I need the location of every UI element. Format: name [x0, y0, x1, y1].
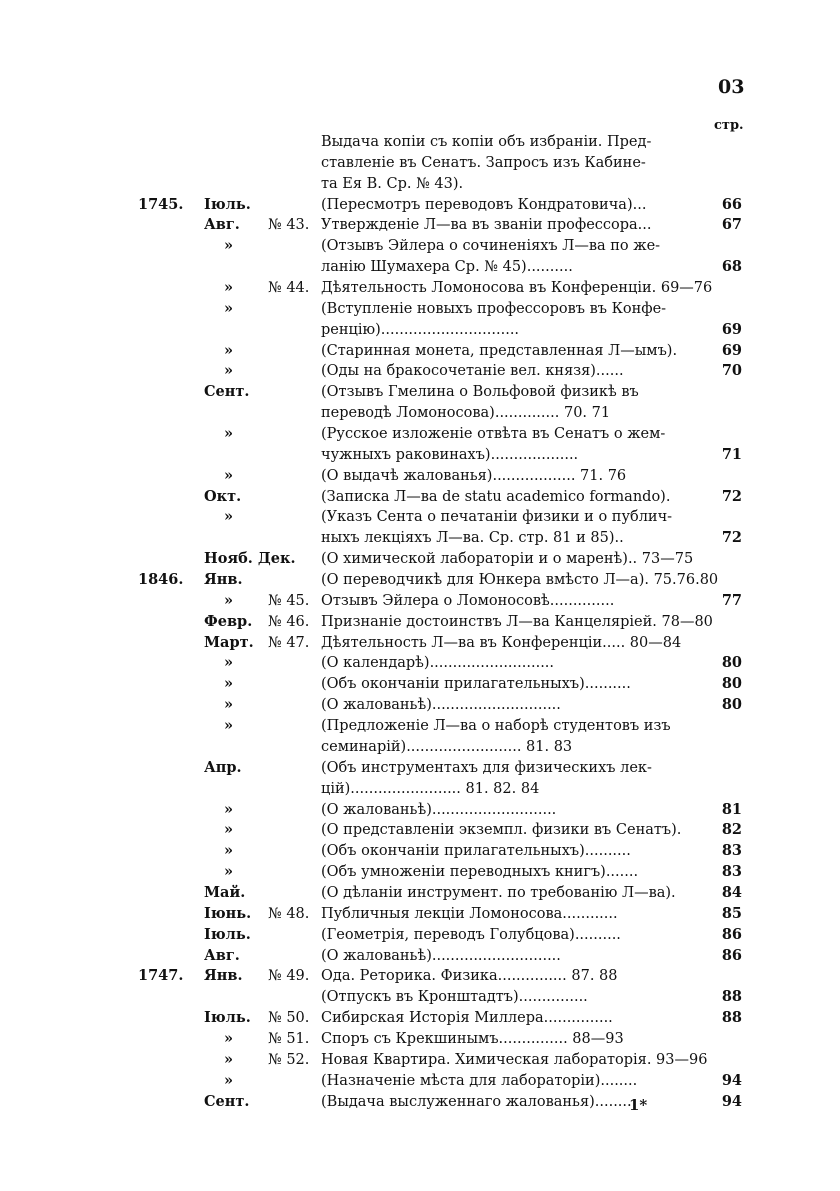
toc-month: »: [224, 237, 234, 255]
toc-row: [0, 278, 840, 299]
toc-row: [0, 341, 840, 362]
toc-row: [0, 424, 840, 445]
toc-row: [0, 904, 840, 925]
toc-entry-text: (Вступленіе новыхъ профессоровъ въ Конфе-: [321, 300, 667, 317]
toc-row: [0, 883, 840, 904]
toc-entry-text: ныхъ лекціяхъ Л—ва. Ср. стр. 81 и 85)..: [321, 530, 624, 547]
toc-entry-text: цій)........................ 81. 82. 84: [321, 780, 540, 797]
toc-month: Янв.: [204, 571, 243, 589]
toc-month: »: [224, 508, 234, 526]
toc-entry-text: (Геометрія, переводъ Голубцова)..........: [321, 926, 621, 943]
toc-page-ref: 82: [721, 821, 742, 839]
toc-row: [0, 215, 840, 236]
toc-month: Сент.: [204, 383, 250, 401]
toc-row: [0, 299, 840, 320]
toc-month: »: [224, 842, 234, 860]
signature-mark: 1*: [629, 1096, 648, 1114]
toc-page-ref: 69: [721, 341, 742, 359]
toc-month: »: [224, 821, 234, 839]
toc-document-number: № 45.: [268, 592, 310, 609]
toc-month: »: [224, 675, 234, 693]
toc-entry-text: (Записка Л—ва de statu academico formando).: [321, 488, 671, 505]
toc-entry-text: (Объ окончаніи прилагательныхъ)..........: [321, 676, 631, 693]
toc-entry-text: (О календарѣ)...........................: [321, 655, 555, 672]
toc-entry-text: семинарій)......................... 81. 83: [321, 738, 573, 755]
toc-entry-text: (О жалованьѣ)............................: [321, 947, 561, 964]
toc-entry-text: (Выдача выслуженнаго жалованья)........: [321, 1093, 632, 1110]
toc-page-ref: 80: [721, 654, 742, 672]
toc-month: Янв.: [204, 967, 243, 985]
toc-page-ref: 69: [721, 320, 742, 338]
toc-row: [0, 779, 840, 800]
toc-document-number: № 44.: [268, 280, 310, 297]
toc-entry-text: (О переводчикѣ для Юнкера вмѣсто Л—а). 75.76.80: [321, 572, 719, 589]
toc-page-ref: 77: [721, 591, 742, 609]
toc-month: »: [224, 717, 234, 735]
toc-month: Іюль.: [204, 1009, 251, 1027]
toc-entry-text: (Отзывъ Гмелина о Вольфовой физикѣ въ: [321, 384, 639, 401]
toc-page-ref: 94: [721, 1071, 742, 1089]
toc-entry-text: переводѣ Ломоносова).............. 70. 71: [321, 405, 611, 422]
toc-document-number: № 49.: [268, 968, 310, 985]
toc-entry-text: Публичныя лекціи Ломоносова............: [321, 905, 618, 922]
toc-row: [0, 946, 840, 967]
toc-document-number: № 50.: [268, 1010, 310, 1027]
toc-row: [0, 966, 840, 987]
toc-page-ref: 86: [721, 946, 742, 964]
toc-entry-text: ренцію)..............................: [321, 321, 520, 338]
toc-entry-text: чужныхъ раковинахъ)...................: [321, 446, 579, 463]
toc-month: Іюль.: [204, 925, 251, 943]
toc-month: »: [224, 1029, 234, 1047]
toc-entry-text: (Объ умноженіи переводныхъ книгъ).......: [321, 864, 639, 881]
toc-month: »: [224, 800, 234, 818]
toc-row: [0, 800, 840, 821]
toc-row: [0, 257, 840, 278]
toc-page-ref: 66: [721, 195, 742, 213]
toc-entry-text: (Объ окончаніи прилагательныхъ)..........: [321, 843, 631, 860]
toc-page-ref: 88: [721, 988, 742, 1006]
toc-page-ref: 67: [721, 216, 742, 234]
toc-year: 1846.: [138, 571, 184, 589]
toc-month: Окт.: [204, 487, 242, 505]
toc-entry-text: та Ея В. Ср. № 43).: [321, 175, 464, 192]
toc-entry-text: Сибирская Исторія Миллера...............: [321, 1010, 613, 1027]
toc-entry-text: ставленіе въ Сенатъ. Запросъ изъ Кабине-: [321, 154, 646, 171]
toc-entry-text: Признаніе достоинствъ Л—ва Канцеляріей. 78—80: [321, 613, 713, 630]
toc-month: »: [224, 341, 234, 359]
toc-entry-text: (Назначеніе мѣста для лабораторіи)........: [321, 1072, 638, 1089]
toc-row: [0, 236, 840, 257]
toc-row: [0, 320, 840, 341]
toc-entry-text: (Пересмотръ переводовъ Кондратовича)...: [321, 196, 647, 213]
toc-row: [0, 1008, 840, 1029]
toc-entry-text: (Указъ Сента о печатаніи физики и о публич-: [321, 509, 673, 526]
toc-month: Іюль.: [204, 195, 251, 213]
toc-row: [0, 549, 840, 570]
toc-entry-text: Споръ съ Крекшинымъ............... 88—93: [321, 1030, 624, 1047]
toc-document-number: № 48.: [268, 905, 310, 922]
toc-year: 1745.: [138, 195, 184, 213]
toc-row: [0, 174, 840, 195]
toc-document-number: № 51.: [268, 1030, 310, 1047]
toc-entry-text: (Оды на бракосочетаніе вел. князя)......: [321, 363, 624, 380]
toc-month: »: [224, 1050, 234, 1068]
toc-page-ref: 86: [721, 925, 742, 943]
toc-page-ref: 83: [721, 863, 742, 881]
toc-row: [0, 132, 840, 153]
toc-row: [0, 361, 840, 382]
toc-entry-text: Новая Квартира. Химическая лабораторія. 93—96: [321, 1051, 708, 1068]
toc-row: [0, 1029, 840, 1050]
toc-page-ref: 85: [721, 904, 742, 922]
toc-month: Апр.: [204, 758, 242, 776]
toc-entry-text: (Старинная монета, представленная Л—ымъ).: [321, 342, 678, 359]
toc-month: »: [224, 279, 234, 297]
table-of-contents: [0, 132, 840, 1112]
toc-row: [0, 737, 840, 758]
toc-month: Іюнь.: [204, 904, 252, 922]
toc-month: Сент.: [204, 1092, 250, 1110]
toc-entry-text: Отзывъ Эйлера о Ломоносовѣ..............: [321, 592, 615, 609]
toc-page-ref: 68: [721, 258, 742, 276]
toc-entry-text: (Объ инструментахъ для физическихъ лек-: [321, 759, 652, 776]
toc-month: Нояб. Дек.: [204, 550, 296, 568]
toc-row: [0, 1071, 840, 1092]
toc-page-ref: 84: [721, 883, 742, 901]
toc-entry-text: Утвержденіе Л—ва въ званіи профессора...: [321, 217, 652, 234]
toc-month: Авг.: [204, 946, 240, 964]
toc-page-ref: 72: [721, 529, 742, 547]
toc-page-ref: 80: [721, 675, 742, 693]
toc-row: [0, 653, 840, 674]
toc-month: Март.: [204, 633, 254, 651]
toc-row: [0, 382, 840, 403]
toc-entry-text: (О жалованьѣ)...........................: [321, 801, 557, 818]
toc-row: [0, 570, 840, 591]
toc-row: [0, 862, 840, 883]
toc-entry-text: Дѣятельность Л—ва въ Конференціи..... 80—84: [321, 634, 682, 651]
toc-row: [0, 153, 840, 174]
toc-row: [0, 1050, 840, 1071]
toc-row: [0, 695, 840, 716]
toc-entry-text: (Предложеніе Л—ва о наборѣ студентовъ изъ: [321, 718, 671, 735]
toc-row: [0, 674, 840, 695]
toc-month: »: [224, 299, 234, 317]
toc-entry-text: (О дѣланіи инструмент. по требованію Л—ва).: [321, 884, 676, 901]
toc-row: [0, 758, 840, 779]
toc-row: [0, 487, 840, 508]
toc-row: [0, 841, 840, 862]
toc-row: [0, 507, 840, 528]
toc-page-ref: 70: [721, 362, 742, 380]
toc-entry-text: Дѣятельность Ломоносова въ Конференціи. 69—76: [321, 280, 713, 297]
toc-document-number: № 43.: [268, 217, 310, 234]
toc-page-ref: 94: [721, 1092, 742, 1110]
toc-entry-text: (Отпускъ въ Кронштадтъ)...............: [321, 989, 588, 1006]
toc-entry-text: (О выдачѣ жалованья).................. 71. 76: [321, 467, 627, 484]
toc-entry-text: (О химической лабораторіи и о маренѣ).. 73—75: [321, 551, 694, 568]
toc-month: Февр.: [204, 612, 253, 630]
toc-row: [0, 528, 840, 549]
toc-page-ref: 88: [721, 1009, 742, 1027]
toc-page-ref: 71: [721, 445, 742, 463]
toc-month: »: [224, 654, 234, 672]
toc-entry-text: (О жалованьѣ)............................: [321, 697, 561, 714]
toc-row: [0, 987, 840, 1008]
toc-entry-text: ланію Шумахера Ср. № 45)..........: [321, 259, 573, 276]
toc-month: »: [224, 362, 234, 380]
toc-row: [0, 466, 840, 487]
toc-entry-text: Ода. Реторика. Физика............... 87. 88: [321, 968, 618, 985]
toc-row: [0, 1092, 840, 1113]
toc-row: [0, 633, 840, 654]
toc-row: [0, 445, 840, 466]
toc-month: »: [224, 696, 234, 714]
toc-month: Авг.: [204, 216, 240, 234]
toc-month: »: [224, 425, 234, 443]
toc-row: [0, 716, 840, 737]
toc-month: »: [224, 591, 234, 609]
toc-row: [0, 195, 840, 216]
page-number: 03: [718, 76, 745, 98]
toc-document-number: № 46.: [268, 613, 310, 630]
toc-page-ref: 80: [721, 696, 742, 714]
toc-page-ref: 83: [721, 842, 742, 860]
toc-row: [0, 925, 840, 946]
toc-entry-text: Выдача копіи съ копіи объ избраніи. Пред-: [321, 134, 652, 150]
toc-entry-text: (Отзывъ Эйлера о сочиненіяхъ Л—ва по же-: [321, 238, 661, 255]
toc-year: 1747.: [138, 967, 184, 985]
toc-row: [0, 403, 840, 424]
toc-month: »: [224, 863, 234, 881]
toc-page-ref: 81: [721, 800, 742, 818]
toc-month: »: [224, 466, 234, 484]
toc-row: [0, 820, 840, 841]
toc-entry-text: (Русское изложеніе отвѣта въ Сенатъ о жем-: [321, 426, 666, 443]
toc-month: Май.: [204, 883, 246, 901]
toc-document-number: № 47.: [268, 634, 310, 651]
page-column-label: стр.: [714, 118, 744, 133]
toc-row: [0, 612, 840, 633]
toc-page-ref: 72: [721, 487, 742, 505]
toc-month: »: [224, 1071, 234, 1089]
toc-row: [0, 591, 840, 612]
toc-document-number: № 52.: [268, 1051, 310, 1068]
toc-entry-text: (О представленіи экземпл. физики въ Сенатъ).: [321, 822, 682, 839]
